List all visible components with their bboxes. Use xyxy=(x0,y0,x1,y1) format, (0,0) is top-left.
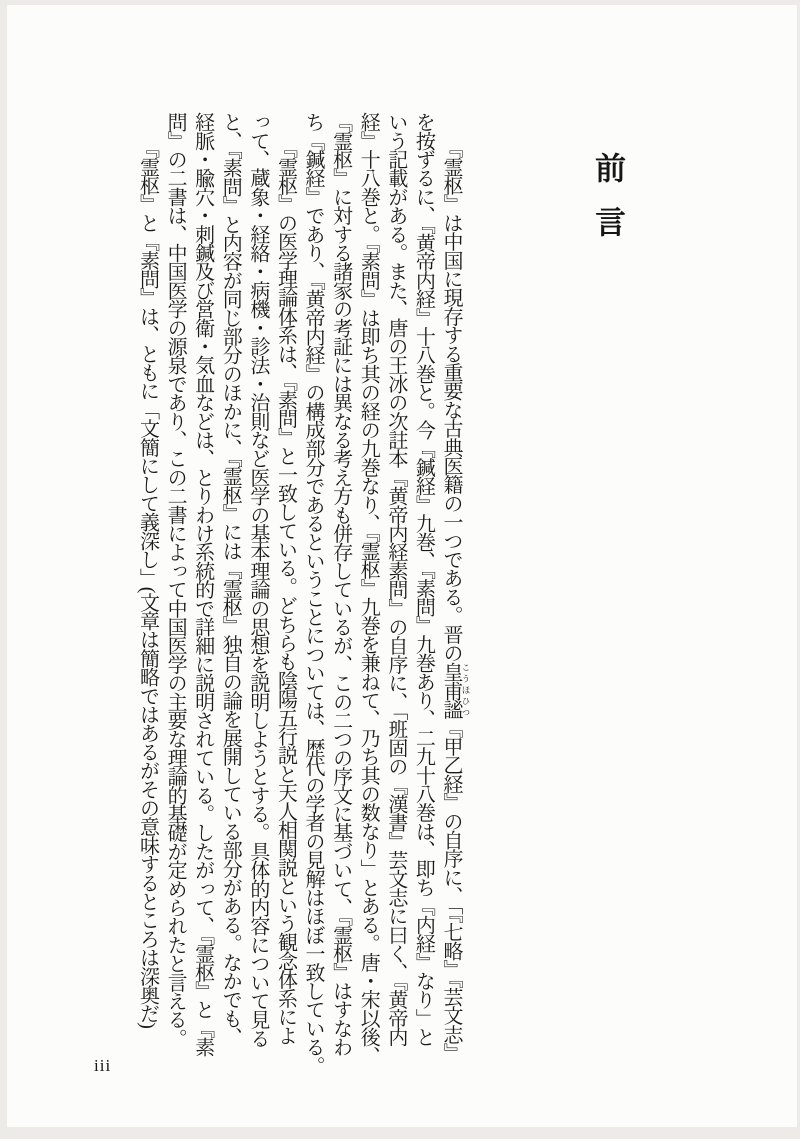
text-column: と、『素問』と内容が同じ部分のほかに、『霊枢』には『霊枢』独自の論を展開している部分がある。なかでも、 xyxy=(219,112,242,1046)
text-column: 『霊枢』の医学理論体系は、『素問』と一致している。どちらも陰陽五行説と天人相関説という観念体系によ xyxy=(274,138,297,1045)
text-column: いう記載がある。また、唐の王冰の次註本『黄帝内経素問』の自序に、「班固の『漢書』芸文志に曰く、『黄帝内 xyxy=(384,112,407,1046)
page-number: iii xyxy=(94,1056,112,1075)
page-title: 前言 xyxy=(590,152,625,260)
scan-edge-bottom xyxy=(0,1127,800,1139)
text-column: 経脈・腧穴・刺鍼及び営衛・気血などは、とりわけ系統的で詳細に説明されている。したがって、『霊枢』と『素 xyxy=(191,112,214,1056)
text-column: を按ずるに、『黄帝内経』十八巻と。今『鍼経』九巻、『素問』九巻あり、二九十八巻は、即ち『内経』なり」と xyxy=(412,112,435,1046)
scan-edge-top xyxy=(0,0,800,5)
text-column: 経』十八巻と。『素問』は即ち其の経の九巻なり、『霊枢』九巻を兼ねて、乃ち其の数なり」とある。唐・宋以後、 xyxy=(357,112,380,1065)
text-column: 問』の二書は、中国医学の源泉であり、この二書によって中国医学の主要な理論的基礎が定められたと言える。 xyxy=(164,112,187,1048)
text-column: 『霊枢』は中国に現存する重要な古典医籍の一つである。晋の皇甫謐 こうほひつ『甲乙経』の自序に、「『七略』『芸文志』 xyxy=(440,138,471,1062)
text-column: ち『鍼経』であり、『黄帝内経』の構成部分であるということについては、歴代の学者の見解はほぼ一致している。 xyxy=(302,112,325,1075)
text-column: 『霊枢』に対する諸家の考証には異なる考え方も併存しているが、この二つの序文に基づいて、『霊枢』はすなわ xyxy=(329,112,352,1056)
ruby-annotated-name: 皇甫謐 こうほひつ xyxy=(440,661,471,718)
text-column: 『霊枢』と『素問』は、ともに「文簡にして義深し」(文章は簡略ではあるがその意味するところは深奥だ) xyxy=(136,138,159,1028)
text-body xyxy=(133,112,471,1075)
text-column: って、蔵象・経絡・病機・診法・治則など医学の基本理論の思想を説明しようとする。具体的内容について見る xyxy=(246,112,269,1048)
scan-edge-left xyxy=(0,0,7,1139)
